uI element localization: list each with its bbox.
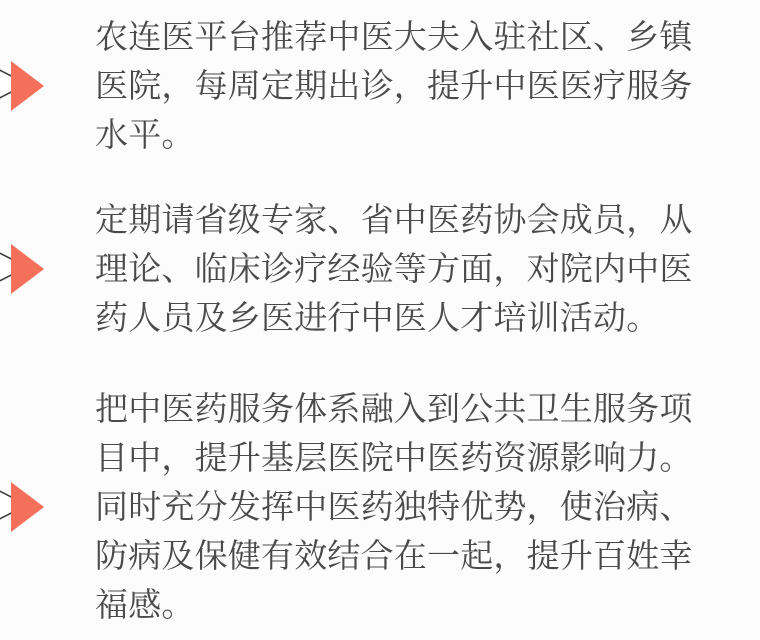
text-line: 把中医药服务体系融入到公共卫生服务项 — [95, 390, 693, 427]
text-line: 药人员及乡医进行中医人才培训活动。 — [95, 299, 660, 336]
text-line: 水平。 — [95, 116, 195, 153]
text-line: 目中，提升基层医院中医药资源影响力。 — [95, 439, 693, 476]
bullet-text — [95, 12, 760, 159]
bullet-marker — [0, 58, 95, 114]
bullet-marker — [0, 241, 95, 297]
bullet-text — [95, 384, 760, 629]
text-line: 理论、临床诊疗经验等方面，对院内中医 — [95, 250, 693, 287]
bullet-marker — [0, 479, 95, 535]
text-line: 福感。 — [95, 586, 195, 623]
triangle-right-icon — [0, 241, 48, 297]
bullet-text — [95, 195, 760, 342]
text-line: 农连医平台推荐中医大夫入驻社区、乡镇 — [95, 18, 693, 55]
text-line: 定期请省级专家、省中医药协会成员，从 — [95, 201, 693, 238]
bullet-item — [0, 384, 760, 629]
text-line: 同时充分发挥中医药独特优势，使治病、 — [95, 488, 693, 525]
text-line: 防病及保健有效结合在一起，提升百姓幸 — [95, 537, 693, 574]
triangle-right-icon — [0, 479, 48, 535]
triangle-right-icon — [0, 58, 48, 114]
bullet-item — [0, 195, 760, 342]
text-line: 医院，每周定期出诊，提升中医医疗服务 — [95, 67, 693, 104]
bullet-item — [0, 12, 760, 159]
